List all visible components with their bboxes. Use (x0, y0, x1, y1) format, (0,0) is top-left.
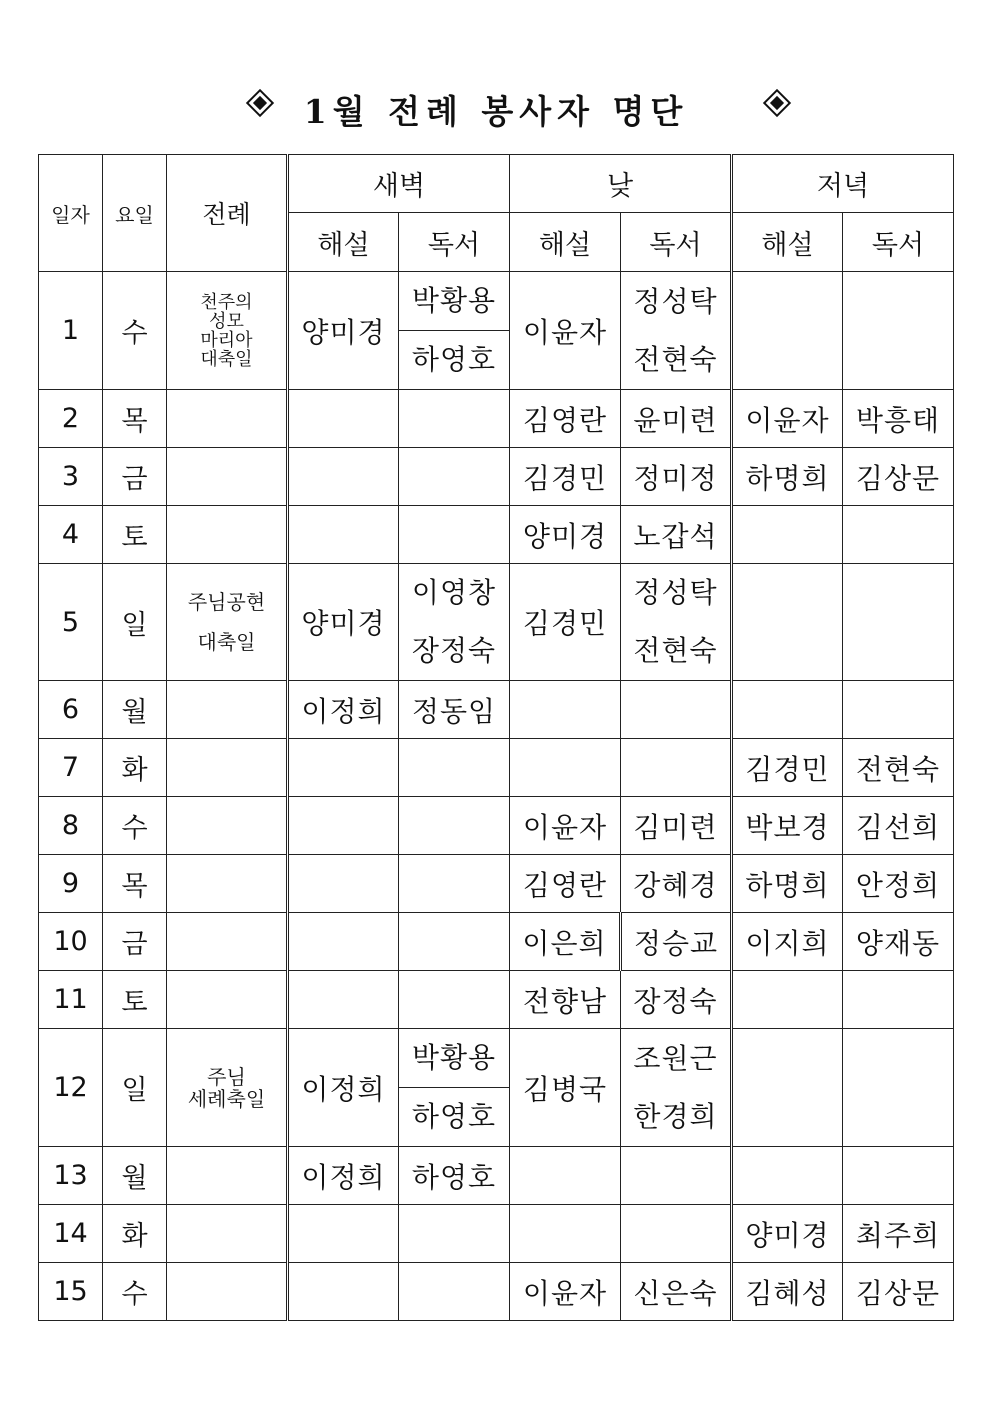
header-dawn: 새벽 (288, 155, 510, 213)
eve-commentary-cell: 박보경 (732, 797, 843, 855)
dawn-commentary-cell: 이정희 (288, 681, 399, 739)
day-cell: 5 (39, 564, 103, 681)
feast-cell (167, 681, 288, 739)
table-row (39, 971, 954, 1029)
dawn-reading-cell (399, 971, 510, 1029)
header-eve-reading: 독서 (843, 213, 954, 272)
reader-name: 한경희 (633, 1099, 718, 1133)
day-cell: 13 (39, 1147, 103, 1205)
eve-reading-cell (843, 272, 954, 390)
feast-line: 주님공현 (187, 590, 266, 614)
eve-reading-cell: 김상문 (843, 448, 954, 506)
dawn-commentary-cell (288, 971, 399, 1029)
reader-name: 하영호 (411, 1100, 497, 1133)
weekday-cell: 월 (103, 1147, 167, 1205)
table-row (39, 390, 954, 448)
noon-reading-cell (621, 739, 732, 797)
eve-reading-cell (843, 1029, 954, 1147)
day-cell: 9 (39, 855, 103, 913)
eve-commentary-cell: 하명희 (732, 855, 843, 913)
noon-reading-cell (621, 1147, 732, 1205)
eve-reading-cell (843, 681, 954, 739)
eve-commentary-cell (732, 272, 843, 390)
weekday-cell: 수 (103, 1263, 167, 1321)
eve-commentary-cell: 김경민 (732, 739, 843, 797)
reader-name: 박황용 (399, 1029, 509, 1088)
dawn-reading-cell: 하영호 (399, 1147, 510, 1205)
dawn-commentary-cell: 양미경 (288, 564, 399, 681)
eve-commentary-cell: 이지희 (732, 913, 843, 971)
noon-commentary-cell: 김영란 (510, 855, 621, 913)
dawn-commentary-cell: 양미경 (288, 272, 399, 390)
noon-commentary-cell: 김경민 (510, 564, 621, 681)
weekday-cell: 월 (103, 681, 167, 739)
dawn-reading-cell (399, 1205, 510, 1263)
feast-cell (167, 739, 288, 797)
table-row (39, 564, 954, 681)
day-cell: 14 (39, 1205, 103, 1263)
noon-reading-cell (621, 1205, 732, 1263)
weekday-cell: 일 (103, 564, 167, 681)
dawn-commentary-cell (288, 1205, 399, 1263)
dawn-reading-cell (399, 913, 510, 971)
day-cell: 7 (39, 739, 103, 797)
eve-commentary-cell: 하명희 (732, 448, 843, 506)
noon-commentary-cell: 양미경 (510, 506, 621, 564)
eve-reading-cell: 최주희 (843, 1205, 954, 1263)
dawn-reading-cell (399, 797, 510, 855)
eve-commentary-cell (732, 681, 843, 739)
eve-commentary-cell (732, 1147, 843, 1205)
noon-reading-cell (621, 1029, 732, 1147)
eve-reading-cell: 전현숙 (843, 739, 954, 797)
eve-commentary-cell (732, 564, 843, 681)
weekday-cell: 화 (103, 739, 167, 797)
dawn-commentary-cell: 이정희 (288, 1029, 399, 1147)
table-row (39, 855, 954, 913)
noon-commentary-cell: 이은희 (510, 913, 621, 971)
dawn-reading-cell: 정동임 (399, 681, 510, 739)
noon-commentary-cell: 전향남 (510, 971, 621, 1029)
noon-commentary-cell: 이윤자 (510, 1263, 621, 1321)
diamond-right-icon (766, 92, 788, 114)
table-row (39, 1029, 954, 1147)
noon-reading-cell: 강혜경 (621, 855, 732, 913)
dawn-commentary-cell (288, 448, 399, 506)
dawn-commentary-cell (288, 855, 399, 913)
feast-cell (167, 913, 288, 971)
reader-name: 박황용 (399, 272, 509, 331)
dawn-commentary-cell (288, 390, 399, 448)
feast-cell (167, 855, 288, 913)
eve-reading-cell: 안정희 (843, 855, 954, 913)
eve-reading-cell: 박흥태 (843, 390, 954, 448)
day-cell: 15 (39, 1263, 103, 1321)
noon-commentary-cell: 김영란 (510, 390, 621, 448)
day-cell: 3 (39, 448, 103, 506)
weekday-cell: 목 (103, 390, 167, 448)
dawn-reading-cell (399, 1029, 510, 1147)
header-liturgy: 전례 (167, 155, 288, 272)
noon-commentary-cell (510, 1147, 621, 1205)
noon-reading-cell (621, 272, 732, 390)
reader-name: 하영호 (411, 343, 497, 376)
dawn-commentary-cell (288, 739, 399, 797)
eve-reading-cell (843, 971, 954, 1029)
eve-reading-cell (843, 506, 954, 564)
day-cell: 8 (39, 797, 103, 855)
header-noon: 낮 (510, 155, 732, 213)
feast-cell (167, 506, 288, 564)
noon-commentary-cell: 이윤자 (510, 272, 621, 390)
day-cell: 4 (39, 506, 103, 564)
day-cell: 2 (39, 390, 103, 448)
feast-cell (167, 797, 288, 855)
dawn-commentary-cell (288, 797, 399, 855)
eve-reading-cell: 양재동 (843, 913, 954, 971)
day-cell: 12 (39, 1029, 103, 1147)
table-row (39, 913, 954, 971)
dawn-reading-cell (399, 1263, 510, 1321)
dawn-reading-cell (399, 448, 510, 506)
header-day: 일자 (39, 155, 103, 272)
dawn-reading-cell (399, 855, 510, 913)
noon-reading-cell: 노갑석 (621, 506, 732, 564)
table-row (39, 1263, 954, 1321)
table-row (39, 506, 954, 564)
title-row (0, 82, 992, 132)
dawn-commentary-cell (288, 1263, 399, 1321)
reader-name: 전현숙 (633, 634, 718, 667)
table-row (39, 1147, 954, 1205)
feast-cell (167, 390, 288, 448)
feast-cell (167, 971, 288, 1029)
header-eve-commentary: 해설 (732, 213, 843, 272)
noon-reading-cell: 윤미련 (621, 390, 732, 448)
noon-commentary-cell (510, 1205, 621, 1263)
weekday-cell: 금 (103, 448, 167, 506)
reader-name: 이영창 (411, 576, 497, 609)
header-noon-reading: 독서 (621, 213, 732, 272)
eve-reading-cell (843, 564, 954, 681)
eve-reading-cell (843, 1147, 954, 1205)
noon-commentary-cell: 김병국 (510, 1029, 621, 1147)
feast-cell (167, 1029, 288, 1147)
header-evening: 저녁 (732, 155, 954, 213)
noon-commentary-cell: 이윤자 (510, 797, 621, 855)
weekday-cell: 목 (103, 855, 167, 913)
feast-line: 세례축일 (187, 1086, 266, 1111)
table-row (39, 739, 954, 797)
weekday-cell: 토 (103, 971, 167, 1029)
noon-reading-cell: 정승교 (621, 913, 732, 971)
eve-commentary-cell: 이윤자 (732, 390, 843, 448)
noon-reading-cell: 장정숙 (621, 971, 732, 1029)
feast-cell (167, 1263, 288, 1321)
reader-name: 전현숙 (633, 342, 718, 376)
feast-cell (167, 1205, 288, 1263)
feast-line: 천주의 (200, 291, 253, 313)
noon-reading-cell: 정미정 (621, 448, 732, 506)
header-dawn-reading: 독서 (399, 213, 510, 272)
dawn-reading-cell (399, 506, 510, 564)
dawn-commentary-cell (288, 913, 399, 971)
weekday-cell: 일 (103, 1029, 167, 1147)
noon-reading-cell (621, 681, 732, 739)
feast-cell (167, 1147, 288, 1205)
weekday-cell: 수 (103, 272, 167, 390)
day-cell: 11 (39, 971, 103, 1029)
dawn-commentary-cell (288, 506, 399, 564)
header-dawn-commentary: 해설 (288, 213, 399, 272)
eve-reading-cell: 김상문 (843, 1263, 954, 1321)
dawn-reading-cell (399, 390, 510, 448)
eve-commentary-cell (732, 506, 843, 564)
dawn-reading-cell (399, 564, 510, 681)
noon-reading-cell (621, 564, 732, 681)
reader-name: 정성탁 (633, 284, 718, 318)
reader-name: 조원근 (633, 1041, 718, 1075)
feast-line: 대축일 (200, 348, 253, 370)
weekday-cell: 토 (103, 506, 167, 564)
feast-line: 주님 (207, 1064, 246, 1089)
noon-reading-cell: 신은숙 (621, 1263, 732, 1321)
day-cell: 10 (39, 913, 103, 971)
noon-commentary-cell (510, 681, 621, 739)
header-weekday: 요일 (103, 155, 167, 272)
noon-reading-cell: 김미련 (621, 797, 732, 855)
feast-cell (167, 564, 288, 681)
eve-commentary-cell: 양미경 (732, 1205, 843, 1263)
weekday-cell: 수 (103, 797, 167, 855)
day-cell: 1 (39, 272, 103, 390)
table-row (39, 272, 954, 390)
weekday-cell: 금 (103, 913, 167, 971)
noon-commentary-cell: 김경민 (510, 448, 621, 506)
header-noon-commentary: 해설 (510, 213, 621, 272)
feast-line: 대축일 (197, 630, 256, 654)
eve-commentary-cell: 김혜성 (732, 1263, 843, 1321)
reader-name: 정성탁 (633, 576, 718, 609)
table-row (39, 1205, 954, 1263)
dawn-reading-cell (399, 739, 510, 797)
reader-name: 장정숙 (411, 634, 497, 667)
table-row (39, 448, 954, 506)
eve-commentary-cell (732, 1029, 843, 1147)
weekday-cell: 화 (103, 1205, 167, 1263)
day-cell: 6 (39, 681, 103, 739)
dawn-commentary-cell: 이정희 (288, 1147, 399, 1205)
page-title: 1월 전례 봉사자 명단 (303, 92, 689, 131)
feast-cell (167, 448, 288, 506)
feast-cell (167, 272, 288, 390)
table-row (39, 681, 954, 739)
noon-commentary-cell (510, 739, 621, 797)
roster-table (38, 154, 954, 1321)
feast-line: 마리아 (200, 329, 253, 351)
dawn-reading-cell (399, 272, 510, 390)
eve-commentary-cell (732, 971, 843, 1029)
feast-line: 성모 (209, 310, 244, 332)
eve-reading-cell: 김선희 (843, 797, 954, 855)
table-row (39, 797, 954, 855)
